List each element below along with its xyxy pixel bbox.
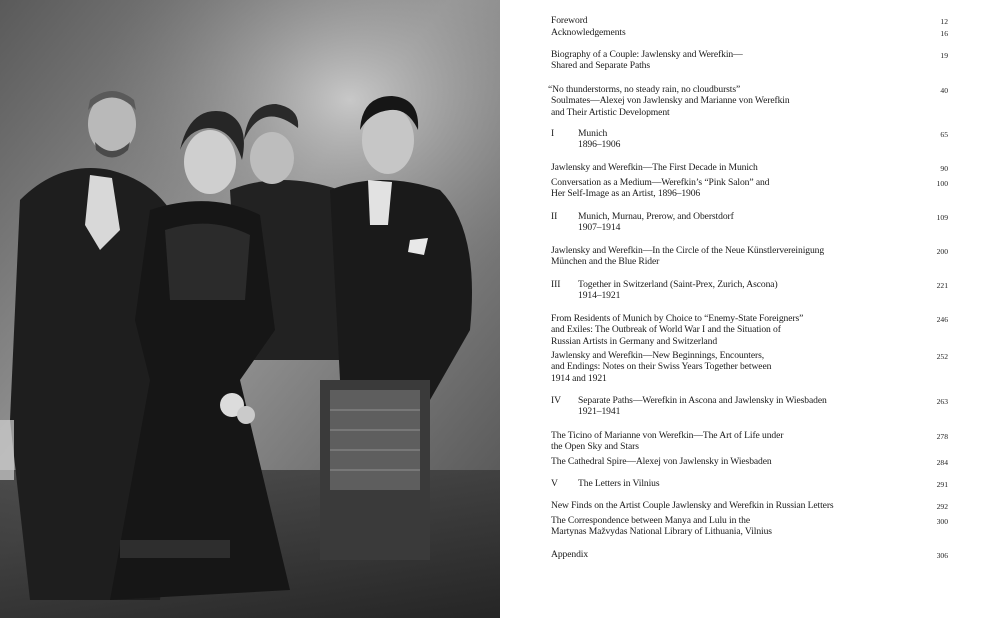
toc-title: Jawlensky and Werefkin—In the Circle of the Neue Künstlervereinigung: [551, 245, 825, 256]
part-years: 1921–1941: [578, 406, 621, 418]
part-number: V: [551, 478, 558, 489]
toc-title: and Their Artistic Development: [551, 106, 670, 118]
toc-title: Her Self-Image as an Artist, 1896–1906: [551, 188, 701, 200]
toc-page-number: 300: [936, 517, 948, 526]
toc-part-iii[interactable]: [551, 279, 900, 302]
toc-entry-ticino[interactable]: [551, 430, 900, 453]
toc-page-number: 12: [940, 17, 948, 26]
toc-entry-biography[interactable]: [551, 49, 900, 72]
toc-page-number: 278: [936, 432, 948, 441]
toc-entry-cathedral-spire[interactable]: [551, 456, 900, 467]
toc-entry-acknowledgements[interactable]: [551, 27, 900, 38]
table-of-contents: [500, 0, 1000, 618]
toc-part-v[interactable]: [551, 478, 900, 489]
part-number: III: [551, 279, 561, 290]
toc-title: Acknowledgements: [551, 27, 626, 38]
toc-title: Jawlensky and Werefkin—New Beginnings, Encounters,: [551, 350, 765, 361]
part-number: IV: [551, 395, 561, 406]
part-title: The Letters in Vilnius: [578, 478, 660, 489]
toc-part-ii[interactable]: [551, 211, 900, 234]
toc-entry-appendix[interactable]: [551, 549, 900, 560]
toc-page-number: 90: [940, 164, 948, 173]
toc-page-number: 100: [936, 179, 948, 188]
toc-page-number: 221: [936, 281, 948, 290]
part-years: 1896–1906: [578, 139, 621, 151]
toc-entry-swiss-years[interactable]: [551, 350, 900, 384]
part-number: II: [551, 211, 558, 222]
toc-title: Russian Artists in Germany and Switzerland: [551, 335, 718, 347]
toc-part-iv[interactable]: [551, 395, 900, 418]
toc-page-number: 19: [940, 51, 948, 60]
toc-page-number: 65: [940, 130, 948, 139]
toc-entry-soulmates[interactable]: [548, 84, 900, 118]
toc-page-number: 252: [936, 352, 948, 361]
part-years: 1907–1914: [578, 222, 621, 234]
toc-title: The Cathedral Spire—Alexej von Jawlensky in Wiesbaden: [551, 456, 772, 467]
toc-title: Shared and Separate Paths: [551, 60, 651, 72]
toc-title: Soulmates—Alexej von Jawlensky and Marianne von Werefkin: [551, 95, 790, 107]
part-title: Munich: [578, 128, 608, 139]
toc-title: the Open Sky and Stars: [551, 441, 639, 453]
toc-page-number: 292: [936, 502, 948, 511]
part-title: Together in Switzerland (Saint-Prex, Zurich, Ascona): [578, 279, 778, 290]
toc-title: München and the Blue Rider: [551, 256, 660, 268]
toc-title: Appendix: [551, 549, 589, 560]
toc-entry-enemy-state[interactable]: [551, 313, 900, 347]
toc-title: and Exiles: The Outbreak of World War I and the Situation of: [551, 324, 781, 336]
toc-title: and Endings: Notes on their Swiss Years Together between: [551, 361, 772, 373]
toc-title: The Ticino of Marianne von Werefkin—The Art of Life under: [551, 430, 784, 441]
toc-page-number: 306: [936, 551, 948, 560]
part-title: Munich, Murnau, Prerow, and Oberstdorf: [578, 211, 734, 222]
toc-title: Conversation as a Medium—Werefkin’s “Pink Salon” and: [551, 177, 770, 188]
part-number: I: [551, 128, 555, 139]
toc-title: From Residents of Munich by Choice to “Enemy-State Foreigners”: [551, 313, 804, 324]
toc-title: Biography of a Couple: Jawlensky and Werefkin—: [551, 49, 743, 60]
toc-page-number: 291: [936, 480, 948, 489]
toc-title: Martynas Mažvydas National Library of Lithuania, Vilnius: [551, 526, 772, 538]
toc-entry-blue-rider[interactable]: [551, 245, 900, 268]
toc-page-number: 40: [940, 86, 948, 95]
toc-title: The Correspondence between Manya and Lulu in the: [551, 515, 750, 526]
toc-page-number: 284: [936, 458, 948, 467]
part-years: 1914–1921: [578, 290, 621, 302]
toc-title: Jawlensky and Werefkin—The First Decade in Munich: [551, 162, 758, 173]
toc-title: Foreword: [551, 15, 588, 26]
toc-entry-new-finds[interactable]: [551, 500, 900, 511]
toc-title: 1914 and 1921: [551, 372, 607, 384]
toc-page-number: 263: [936, 397, 948, 406]
toc-part-i[interactable]: [551, 128, 900, 151]
toc-entry-pink-salon[interactable]: [551, 177, 900, 200]
toc-entry-foreword[interactable]: [551, 15, 900, 26]
toc-entry-first-decade[interactable]: [551, 162, 900, 173]
part-title: Separate Paths—Werefkin in Ascona and Jawlensky in Wiesbaden: [578, 395, 827, 406]
toc-title: New Finds on the Artist Couple Jawlensky and Werefkin in Russian Letters: [551, 500, 834, 511]
toc-entry-correspondence[interactable]: [551, 515, 900, 538]
toc-title: “No thunderstorms, no steady rain, no cloudbursts”: [548, 84, 741, 95]
toc-page-number: 200: [936, 247, 948, 256]
toc-page-number: 246: [936, 315, 948, 324]
toc-page-number: 109: [936, 213, 948, 222]
toc-page-number: 16: [940, 29, 948, 38]
